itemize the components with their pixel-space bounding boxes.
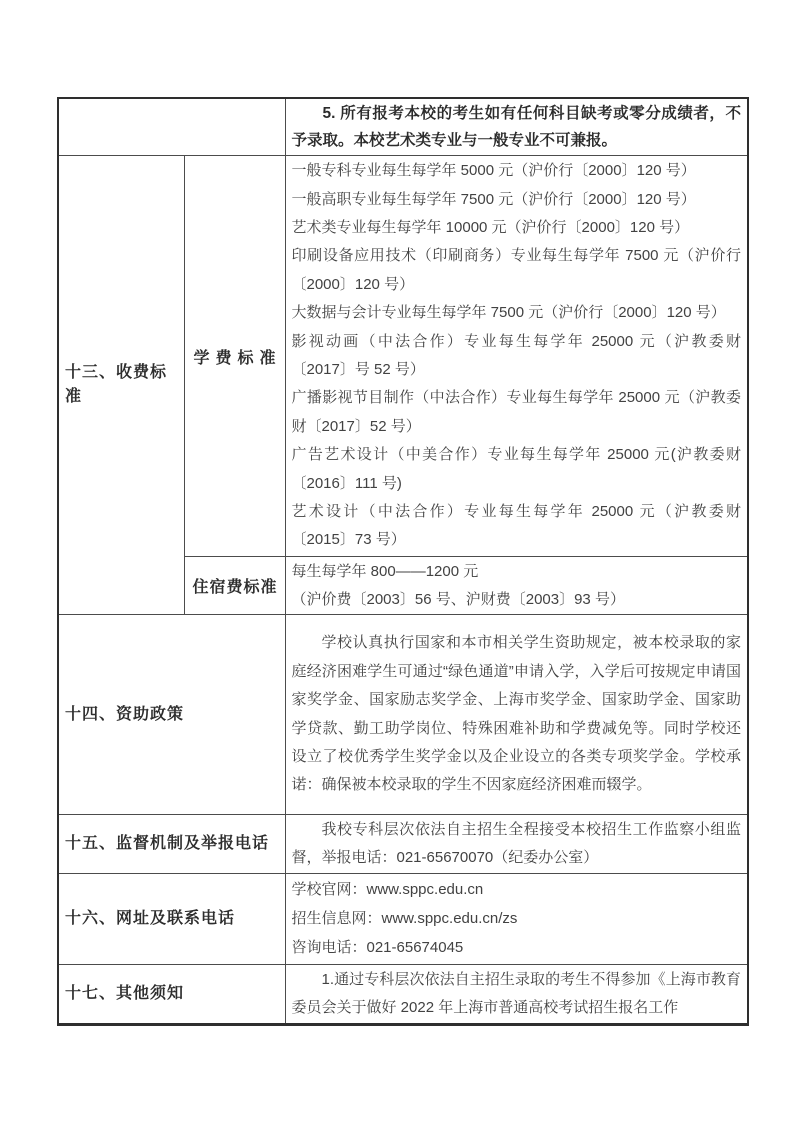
table-row-other-notes <box>58 964 748 1025</box>
supervision-text: 我校专科层次依法自主招生全程接受本校招生工作监察小组监督，举报电话：021-65670070（纪委办公室） <box>291 821 741 866</box>
accommodation-content-cell <box>285 557 748 615</box>
contact-line-official-site: 学校官网：www.sppc.edu.cn <box>291 881 484 898</box>
accommodation-line: （沪价费〔2003〕56 号、沪财费〔2003〕93 号） <box>291 590 625 608</box>
tuition-item: 影视动画（中法合作）专业每生每学年 25000 元（沪教委财〔2017〕号 52 号） <box>291 332 741 378</box>
notes-text: 5. 所有报考本校的考生如有任何科目缺考或零分成绩者，不予录取。本校艺术类专业与一般专业不可兼报。 <box>291 105 741 149</box>
tuition-item: 艺术类专业每生每学年 10000 元（沪价行〔2000〕120 号） <box>291 218 690 236</box>
accommodation-line: 每生每学年 800——1200 元 <box>291 563 479 580</box>
table-row-notes <box>58 98 748 156</box>
tuition-content-cell <box>285 156 748 557</box>
section-label-contact: 十六、网址及联系电话 <box>58 874 285 965</box>
other-text: 1.通过专科层次依法自主招生录取的考生不得参加《上海市教育委员会关于做好 2022 年上海市普通高校考试招生报名工作 <box>291 970 741 1017</box>
empty-label-cell <box>58 98 285 156</box>
contact-line-admissions-site: 招生信息网：www.sppc.edu.cn/zs <box>291 910 518 928</box>
admissions-info-table <box>57 97 749 1026</box>
section-label-financial-aid: 十四、资助政策 <box>58 615 285 815</box>
table-row-contact <box>58 874 748 965</box>
contact-content-cell <box>285 874 748 965</box>
table-row-tuition-fees <box>58 156 748 557</box>
tuition-item: 一般专科专业每生每学年 5000 元（沪价行〔2000〕120 号） <box>291 162 696 180</box>
tuition-item: 大数据与会计专业每生每学年 7500 元（沪价行〔2000〕120 号） <box>291 304 726 322</box>
tuition-item: 印刷设备应用技术（印刷商务）专业每生每学年 7500 元（沪价行〔2000〕120 号） <box>291 247 741 293</box>
table-row-supervision <box>58 815 748 874</box>
section-label-supervision: 十五、监督机制及举报电话 <box>58 815 285 874</box>
sub-label-accommodation: 住宿费标准 <box>184 557 285 615</box>
sub-label-tuition: 学费标准 <box>184 156 285 557</box>
section-label-other: 十七、其他须知 <box>58 964 285 1025</box>
contact-line-phone: 咨询电话：021-65674045 <box>291 939 464 957</box>
table-row-financial-aid <box>58 615 748 815</box>
notes-content-cell <box>285 98 748 156</box>
financial-aid-content-cell <box>285 615 748 815</box>
tuition-item: 广告艺术设计（中美合作）专业每生每学年 25000 元(沪教委财〔2016〕111 号) <box>291 446 741 492</box>
financial-aid-text: 学校认真执行国家和本市相关学生资助规定，被本校录取的家庭经济困难学生可通过“绿色通道”申请入学，入学后可按规定申请国家奖学金、国家励志奖学金、上海市奖学金、国家助学金、国家助学贷款、勤工助学岗位、特殊困难补助和学费减免等。同时学校还设立了校优秀学生奖学金以及企业设立的各类专项奖学金。学校承诺：确保被本校录取的学生不因家庭经济困难而辍学。 <box>291 634 741 794</box>
supervision-content-cell <box>285 815 748 874</box>
tuition-item: 艺术设计（中法合作）专业每生每学年 25000 元（沪教委财〔2015〕73 号） <box>291 503 741 549</box>
other-content-cell <box>285 964 748 1025</box>
tuition-item: 一般高职专业每生每学年 7500 元（沪价行〔2000〕120 号） <box>291 190 696 208</box>
section-label-fees: 十三、收费标准 <box>58 156 184 615</box>
tuition-item: 广播影视节目制作（中法合作）专业每生每学年 25000 元（沪教委财〔2017〕52 号） <box>291 389 741 435</box>
